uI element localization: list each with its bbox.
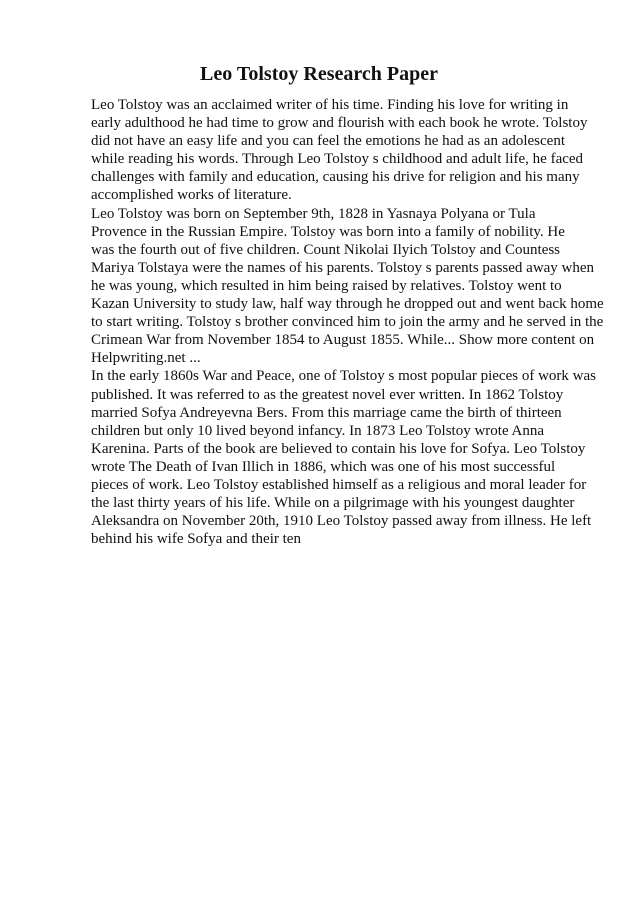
paragraph-later-life <box>91 367 596 548</box>
text-line: Provence in the Russian Empire. Tolstoy was born into a family of nobility. He <box>91 223 565 240</box>
text-line: Leo Tolstoy was an acclaimed writer of his time. Finding his love for writing in <box>91 97 569 113</box>
document-title: Leo Tolstoy Research Paper <box>200 63 438 85</box>
text-line: was the fourth out of five children. Count Nikolai Ilyich Tolstoy and Countess <box>91 241 561 258</box>
text-line: while reading his words. Through Leo Tolstoy s childhood and adult life, he faced <box>91 151 584 168</box>
text-line: early adulthood he had time to grow and flourish with each book he wrote. Tolstoy <box>91 115 588 132</box>
text-line: wrote The Death of Ivan Illich in 1886, which was one of his most successful <box>91 458 556 475</box>
text-line: Karenina. Parts of the book are believed to contain his love for Sofya. Leo Tolstoy <box>91 440 586 457</box>
text-line: Aleksandra on November 20th, 1910 Leo Tolstoy passed away from illness. He left <box>91 513 592 530</box>
text-line: the last thirty years of his life. While on a pilgrimage with his youngest daughter <box>91 495 575 512</box>
text-line: Helpwriting.net ... <box>91 350 201 367</box>
text-line: did not have an easy life and you can feel the emotions he had as an adolescent <box>91 133 565 150</box>
text-line: married Sofya Andreyevna Bers. From this marriage came the birth of thirteen <box>91 404 562 421</box>
text-line: accomplished works of literature. <box>91 187 292 204</box>
paragraph-intro <box>91 96 591 205</box>
text-line: Mariya Tolstaya were the names of his parents. Tolstoy s parents passed away when <box>91 259 595 276</box>
text-line: to start writing. Tolstoy s brother convinced him to join the army and he served in the <box>91 314 604 331</box>
document-body <box>91 96 604 548</box>
text-line: published. It was referred to as the greatest novel ever written. In 1862 Tolstoy <box>91 386 564 403</box>
text-line: pieces of work. Leo Tolstoy established himself as a religious and moral leader for <box>91 476 587 493</box>
text-line: Leo Tolstoy was born on September 9th, 1828 in Yasnaya Polyana or Tula <box>91 205 536 222</box>
text-line: Crimean War from November 1854 to August 1855. While... Show more content on <box>91 332 595 349</box>
text-line: children but only 10 lived beyond infancy. In 1873 Leo Tolstoy wrote Anna <box>91 422 545 439</box>
text-line: Kazan University to study law, half way through he dropped out and went back home <box>91 296 604 313</box>
text-line: challenges with family and education, causing his drive for religion and his many <box>91 169 580 186</box>
text-line: he was young, which resulted in him being raised by relatives. Tolstoy went to <box>91 277 562 294</box>
text-line: behind his wife Sofya and their ten <box>91 531 301 548</box>
paragraph-early-life <box>91 205 604 368</box>
text-line: In the early 1860s War and Peace, one of Tolstoy s most popular pieces of work was <box>91 368 596 385</box>
